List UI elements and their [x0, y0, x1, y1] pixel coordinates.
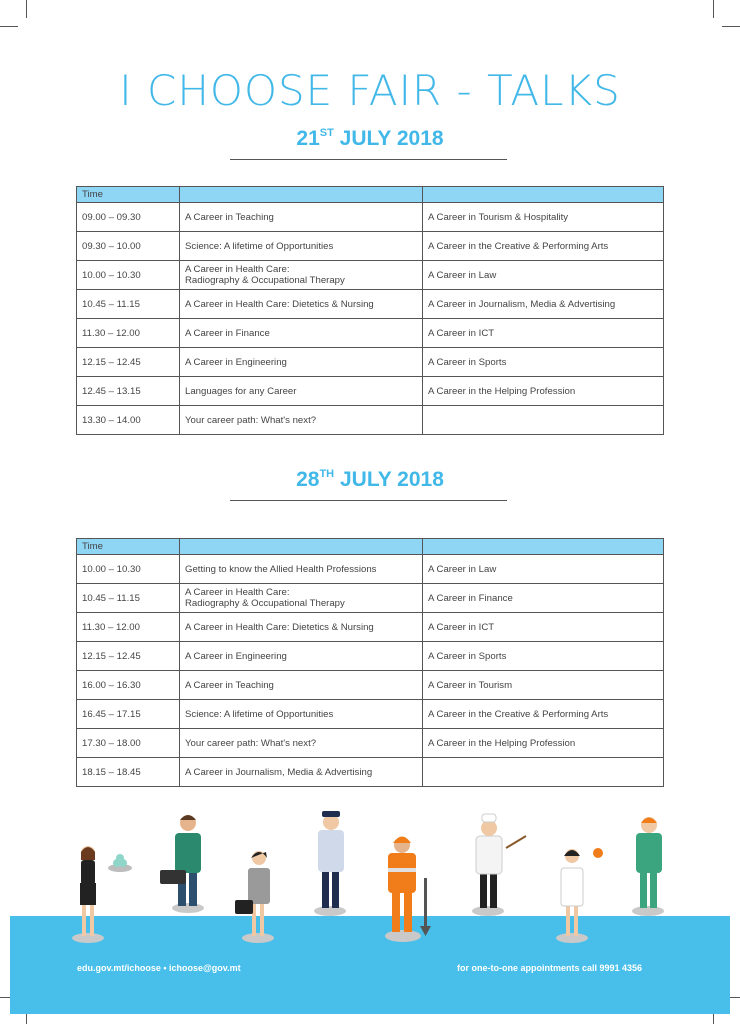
date-month-year: JULY 2018: [339, 127, 444, 150]
date-ordinal: ST: [319, 127, 334, 139]
talk-cell: A Career in Engineering: [180, 348, 423, 377]
date-number: 21: [296, 127, 320, 150]
page-title: I CHOOSE FAIR - TALKS: [119, 66, 621, 115]
time-cell: 13.30 – 14.00: [77, 406, 180, 435]
talk-cell: A Career in Health Care: Dietetics & Nursing: [180, 290, 423, 319]
schedule-table-day2: [76, 538, 664, 787]
table-row: [77, 348, 664, 377]
talk-cell: Getting to know the Allied Health Professions: [180, 555, 423, 584]
time-cell: 12.45 – 13.15: [77, 377, 180, 406]
talk-cell: Your career path: What's next?: [180, 729, 423, 758]
doctor-figure: [632, 817, 664, 916]
talk-cell: A Career in Health Care: Radiography & Occupational Therapy: [180, 584, 423, 613]
footer-contact[interactable]: edu.gov.mt/ichoose • ichoose@gov.mt: [77, 963, 241, 973]
date-heading-day1: [0, 127, 740, 151]
crop-mark: [26, 0, 27, 18]
header-cell: [180, 539, 423, 555]
mechanic-figure: [160, 815, 204, 913]
talk-cell: A Career in Law: [423, 555, 664, 584]
time-cell: 16.45 – 17.15: [77, 700, 180, 729]
talk-cell: A Career in ICT: [423, 319, 664, 348]
time-cell: 10.45 – 11.15: [77, 290, 180, 319]
header-cell: [423, 187, 664, 203]
table-row: [77, 261, 664, 290]
waitress-figure: [72, 846, 132, 943]
divider: [230, 159, 507, 160]
footer-appointments: for one-to-one appointments call 9991 4356: [457, 963, 643, 973]
header-cell: [423, 539, 664, 555]
time-cell: 17.30 – 18.00: [77, 729, 180, 758]
talk-cell: A Career in Sports: [423, 642, 664, 671]
time-cell: 11.30 – 12.00: [77, 319, 180, 348]
talk-cell: A Career in Journalism, Media & Advertising: [180, 758, 423, 787]
header-cell: [180, 187, 423, 203]
scientist-figure: [556, 848, 603, 943]
talk-cell: A Career in Health Care: Radiography & Occupational Therapy: [180, 261, 423, 290]
talk-cell: A Career in Finance: [180, 319, 423, 348]
businesswoman-figure: [235, 851, 274, 943]
time-cell: 16.00 – 16.30: [77, 671, 180, 700]
talk-cell: A Career in Health Care: Dietetics & Nursing: [180, 613, 423, 642]
date-number: 28: [296, 468, 320, 491]
time-cell: 10.00 – 10.30: [77, 261, 180, 290]
table-row: [77, 232, 664, 261]
header-cell: Time: [77, 539, 180, 555]
table-row: [77, 584, 664, 613]
talk-cell: [423, 758, 664, 787]
date-month-year: JULY 2018: [339, 468, 444, 491]
talk-cell: A Career in ICT: [423, 613, 664, 642]
talk-cell: A Career in the Helping Profession: [423, 377, 664, 406]
schedule-table-day1: [76, 186, 664, 435]
talk-cell: A Career in Teaching: [180, 203, 423, 232]
talk-cell: Science: A lifetime of Opportunities: [180, 232, 423, 261]
talk-cell: A Career in Engineering: [180, 642, 423, 671]
talk-cell: A Career in the Helping Profession: [423, 729, 664, 758]
table-row: [77, 319, 664, 348]
table-row: [77, 729, 664, 758]
police-officer-figure: [314, 811, 346, 916]
talk-cell: Your career path: What's next?: [180, 406, 423, 435]
table-row: [77, 642, 664, 671]
table-row: [77, 290, 664, 319]
talk-cell: A Career in the Creative & Performing Arts: [423, 700, 664, 729]
table-header-row: [77, 187, 664, 203]
divider: [230, 500, 507, 501]
table-row: [77, 406, 664, 435]
talk-cell: A Career in Finance: [423, 584, 664, 613]
table-header-row: [77, 539, 664, 555]
time-cell: 12.15 – 12.45: [77, 348, 180, 377]
construction-worker-figure: [385, 837, 431, 943]
table-row: [77, 203, 664, 232]
career-people-illustration: [60, 808, 680, 958]
talk-cell: A Career in Tourism & Hospitality: [423, 203, 664, 232]
crop-mark: [713, 0, 714, 18]
talk-cell: A Career in Teaching: [180, 671, 423, 700]
talk-cell: A Career in Journalism, Media & Advertising: [423, 290, 664, 319]
table-row: [77, 377, 664, 406]
talk-cell: Science: A lifetime of Opportunities: [180, 700, 423, 729]
header-cell: Time: [77, 187, 180, 203]
table-row: [77, 758, 664, 787]
table-row: [77, 700, 664, 729]
time-cell: 09.30 – 10.00: [77, 232, 180, 261]
chef-figure: [472, 814, 526, 916]
talk-cell: A Career in Law: [423, 261, 664, 290]
talk-cell: A Career in Sports: [423, 348, 664, 377]
time-cell: 12.15 – 12.45: [77, 642, 180, 671]
table-row: [77, 555, 664, 584]
talk-cell: A Career in Tourism: [423, 671, 664, 700]
talk-cell: [423, 406, 664, 435]
table-row: [77, 671, 664, 700]
time-cell: 11.30 – 12.00: [77, 613, 180, 642]
date-heading-day2: [0, 468, 740, 492]
time-cell: 10.00 – 10.30: [77, 555, 180, 584]
talk-cell: Languages for any Career: [180, 377, 423, 406]
date-ordinal: TH: [319, 468, 335, 480]
time-cell: 18.15 – 18.45: [77, 758, 180, 787]
time-cell: 09.00 – 09.30: [77, 203, 180, 232]
crop-mark: [0, 26, 18, 27]
crop-mark: [722, 26, 740, 27]
time-cell: 10.45 – 11.15: [77, 584, 180, 613]
talk-cell: A Career in the Creative & Performing Arts: [423, 232, 664, 261]
table-row: [77, 613, 664, 642]
